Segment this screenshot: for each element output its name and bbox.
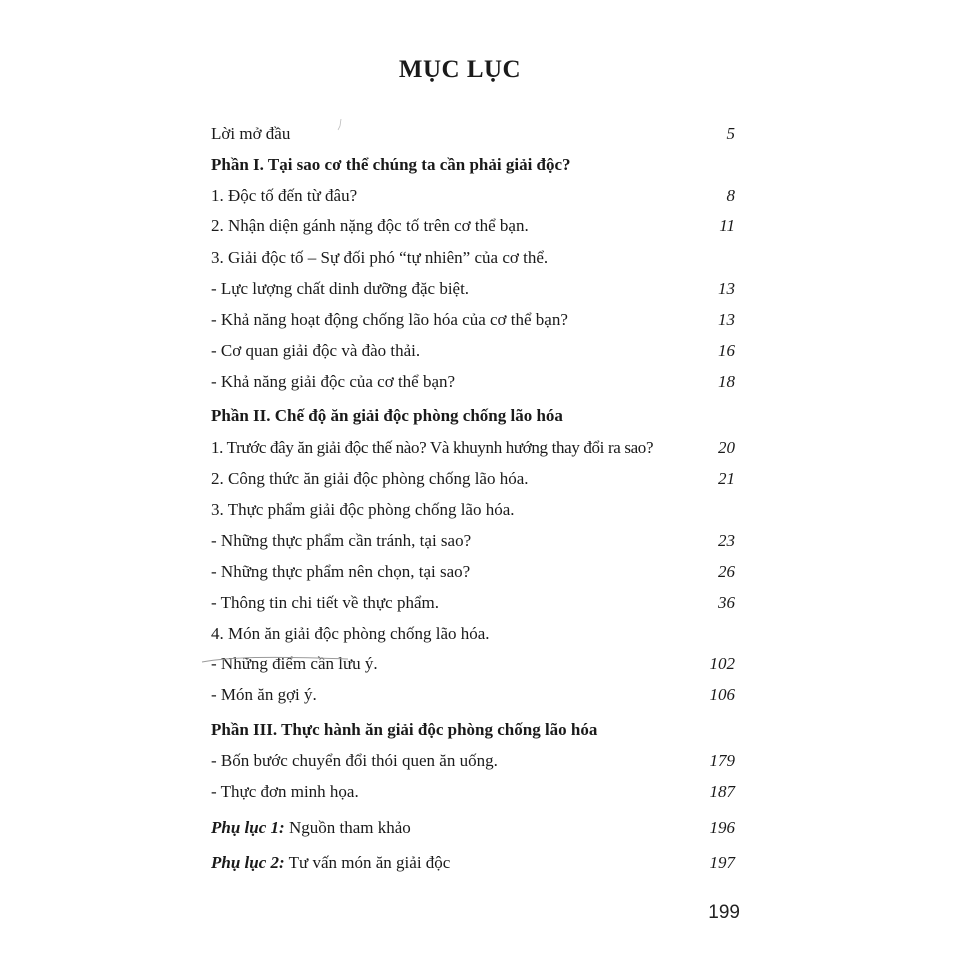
toc-entry [211,341,735,365]
toc-entry [211,531,735,555]
toc-entry [211,654,735,678]
toc-entry-label: - Khả năng giải độc của cơ thể bạn? [211,372,456,391]
toc-appendix-label [211,818,411,838]
toc-entry [211,751,735,775]
toc-entry-label: - Thông tin chi tiết về thực phẩm. [211,593,439,612]
toc-entry-label: - Bốn bước chuyển đổi thói quen ăn uống. [211,751,498,770]
toc-part-heading-1 [211,155,735,179]
toc-entry-page: 18 [718,372,735,391]
toc-entry [211,782,735,806]
toc-entry-page: 20 [718,438,735,457]
ink-speck [336,118,346,132]
toc-part-label: Phần III. Thực hành ăn giải độc phòng chống lão hóa [211,720,598,739]
toc-entry-label: - Những điểm cần lưu ý. [211,654,378,673]
toc-entry-page: 102 [709,654,735,673]
toc-entry-label: 3. Giải độc tố – Sự đối phó “tự nhiên” của cơ thể. [211,248,549,267]
toc-entry-label: 1. Trước đây ăn giải độc thế nào? Và khuynh hướng thay đổi ra sao? [211,438,654,457]
toc-entry-label: 3. Thực phẩm giải độc phòng chống lão hóa. [211,500,515,519]
toc-entry [211,500,735,524]
toc-entry-page: 21 [718,469,735,488]
toc-entry-label: 2. Nhận diện gánh nặng độc tố trên cơ thể bạn. [211,216,529,235]
toc-entry-label: - Món ăn gợi ý. [211,685,317,704]
toc-entry [211,248,735,272]
toc-entry [211,593,735,617]
toc-entry-page: 26 [718,562,735,581]
toc-entry [211,372,735,396]
toc-entry [211,624,735,648]
appendix-title: Nguồn tham khảo [288,818,411,837]
toc-entry-page: 106 [709,685,735,704]
toc-entry-label: Lời mở đầu [211,124,291,143]
toc-entry [211,438,735,462]
toc-entry-label: - Những thực phẩm nên chọn, tại sao? [211,562,471,581]
toc-entry-page: 196 [709,818,735,837]
toc-entry-page: 187 [709,782,735,801]
toc-entry-page: 23 [718,531,735,550]
appendix-prefix: Phụ lục 2: [211,853,285,872]
toc-entry [211,469,735,493]
toc-entry-label: - Lực lượng chất dinh dưỡng đặc biệt. [211,279,470,298]
toc-entry-label: - Cơ quan giải độc và đào thải. [211,341,421,360]
toc-entry-page: 8 [726,186,735,205]
toc-appendix-label [211,853,450,873]
toc-entry-page: 36 [718,593,735,612]
appendix-title: Tư vấn món ăn giải độc [288,853,451,872]
toc-entry-page: 5 [726,124,735,143]
toc-entry-page: 16 [718,341,735,360]
toc-entry [211,685,735,709]
page-number: 199 [708,902,740,923]
toc-entry-label: - Thực đơn minh họa. [211,782,359,801]
toc-entry [211,186,735,210]
toc-entry-intro [211,124,735,148]
toc-entry [211,562,735,586]
toc-entry-label: - Những thực phẩm cần tránh, tại sao? [211,531,472,550]
toc-entry-page: 13 [718,310,735,329]
toc-entry-page: 197 [709,853,735,872]
toc-entry-label: 2. Công thức ăn giải độc phòng chống lão hóa. [211,469,529,488]
toc-entry [211,310,735,334]
toc-entry-page: 11 [719,216,735,235]
toc-entry-page: 179 [709,751,735,770]
toc-part-label: Phần II. Chế độ ăn giải độc phòng chống lão hóa [211,406,563,425]
toc-entry-label: 4. Món ăn giải độc phòng chống lão hóa. [211,624,490,643]
toc-entry-page: 13 [718,279,735,298]
toc-entry-label: - Khả năng hoạt động chống lão hóa của cơ thể bạn? [211,310,568,329]
toc-part-heading-2 [211,406,735,430]
toc-entry [211,216,735,240]
toc-appendix-1 [211,818,735,842]
toc-appendix-2 [211,853,735,877]
page-title: MỤC LỤC [398,56,522,83]
appendix-prefix: Phụ lục 1: [211,818,285,837]
toc-part-heading-3 [211,720,735,744]
toc-entry-label: 1. Độc tố đến từ đâu? [211,186,358,205]
toc-part-label: Phần I. Tại sao cơ thể chúng ta cần phải giải độc? [211,155,571,174]
toc-entry [211,279,735,303]
table-of-contents [211,0,735,980]
